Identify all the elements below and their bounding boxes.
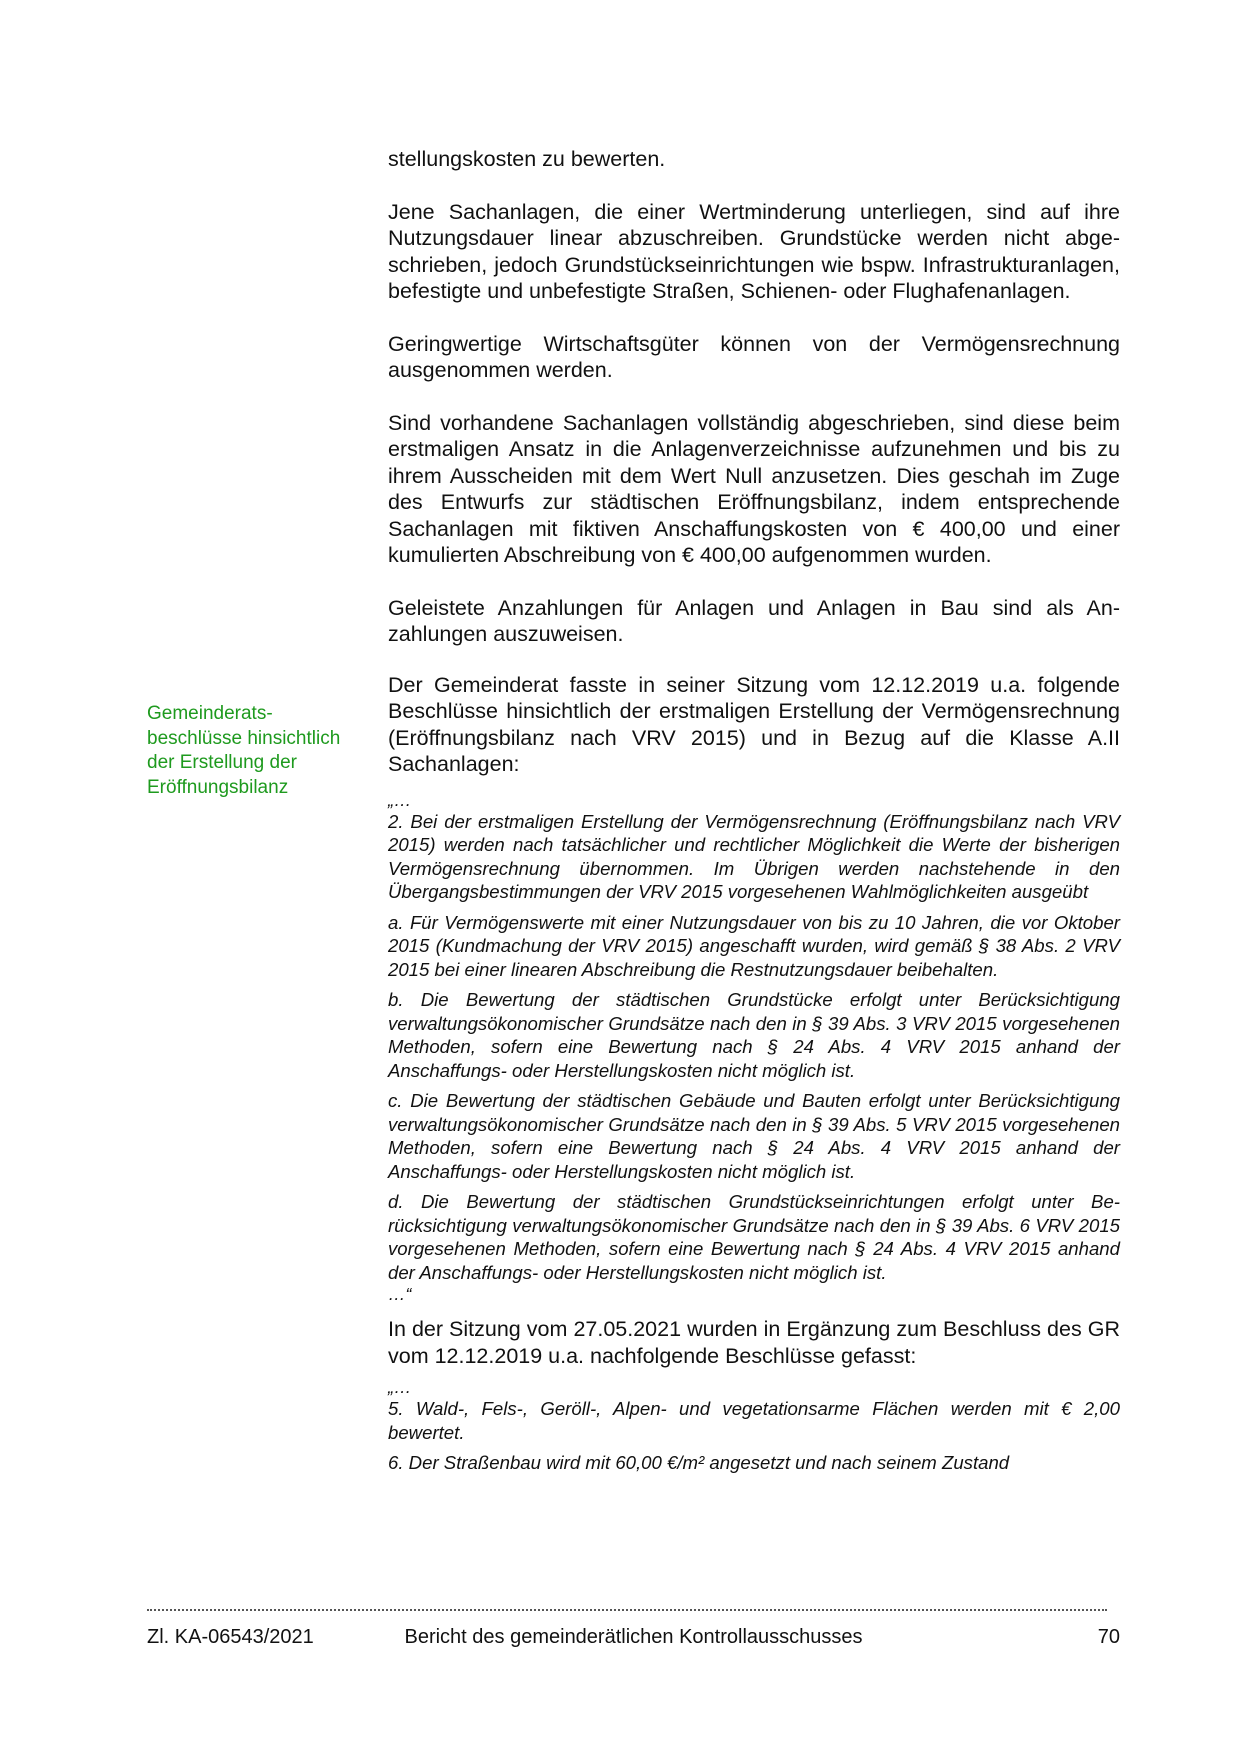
document-reference: Zl. KA-06543/2021	[147, 1626, 314, 1648]
margin-note-line: beschlüsse hinsichtlich	[147, 727, 341, 749]
margin-note-line: der Erstellung der	[147, 752, 297, 773]
paragraph: Der Gemeinderat fasste in seiner Sitzung vom 12.12.2019 u.a. folgende Beschlüsse hinsichtlich der erstmaligen Erstellung der Vermögensrechnung (Eröffnungsbilanz nach VRV 2015) und in Bezug auf die Klasse A.II Sachanlagen:	[388, 672, 1120, 776]
page-footer	[147, 1624, 1120, 1650]
paragraph: Geleistete Anzahlungen für Anlagen und Anlagen in Bau sind als Anzahlungen auszuweisen.	[388, 595, 1120, 646]
resolution-quote-2	[388, 1377, 1120, 1475]
footer-divider	[147, 1609, 1107, 1611]
resolution-quote-1	[388, 790, 1120, 1305]
page-number: 70	[1097, 1626, 1120, 1648]
paragraph: In der Sitzung vom 27.05.2021 wurden in Ergänzung zum Beschluss des GR vom 12.12.2019 u.a. nachfolgende Beschlüsse gefasst:	[388, 1317, 1120, 1368]
quoted-resolution-item: b. Die Bewertung der städtischen Grundstücke erfolgt unter Berücksichtigung verwaltungsökonomischer Grundsätze nach den in § 39 Abs. 3 VRV 2015 vorgesehenen Methoden, sofern eine Bewertung nach § 24 Abs. 4 VRV 2015 anhand der Anschaffungs- oder Herstellungskosten nicht möglich ist.	[388, 989, 1120, 1081]
quoted-resolution-item: 2. Bei der erstmaligen Erstellung der Vermögensrechnung (Eröffnungsbilanz nach VRV 2015) werden nach tatsächlicher und rechtlicher Möglichkeit die Werte der bisherigen Vermögensrechnung übernommen. Im Übrigen werden nachstehende in den Übergangsbestimmungen der VRV 2015 vorgesehenen Wahlmöglichkeiten ausgeübt	[388, 810, 1120, 902]
margin-note	[147, 702, 377, 800]
quoted-resolution-item: a. Für Vermögenswerte mit einer Nutzungsdauer von bis zu 10 Jahren, die vor Oktober 2015 (Kundmachung der VRV 2015) angeschafft wurden, wird gemäß § 38 Abs. 2 VRV 2015 bei einer linearen Abschreibung die Restnutzungsdauer beibehalten.	[388, 911, 1120, 980]
quote-close-mark: …“	[388, 1284, 412, 1304]
quote-open-mark: „…	[388, 1377, 412, 1397]
quoted-resolution-item: 5. Wald-, Fels-, Geröll-, Alpen- und vegetationsarme Flächen werden mit € 2,00 bewertet.	[388, 1398, 1120, 1443]
margin-note-line: Gemeinderats-	[147, 703, 273, 724]
paragraph: Jene Sachanlagen, die einer Wertminderung unterliegen, sind auf ihre Nutzungsdauer linear abzuschreiben. Grundstücke werden nicht abgeschrieben, jedoch Grundstückseinrichtungen wie bspw. Infrastrukturanlagen, befestigte und unbefestigte Straßen, Schienen- oder Flughafenanlagen.	[388, 199, 1120, 303]
paragraph: Geringwertige Wirtschaftsgüter können von der Vermögensrechnung ausgenommen werden.	[388, 331, 1120, 382]
quoted-resolution-item: d. Die Bewertung der städtischen Grundstückseinrichtungen erfolgt unter Berücksichtigung verwaltungsökonomischer Grundsätze nach den in § 39 Abs. 6 VRV 2015 vorgesehenen Methoden, sofern eine Bewertung nach § 24 Abs. 4 VRV 2015 anhand der Anschaffungs- oder Herstellungskosten nicht möglich ist.	[388, 1191, 1120, 1283]
paragraph: stellungskosten zu bewerten.	[388, 147, 666, 171]
report-title: Bericht des gemeinderätlichen Kontrollausschusses	[404, 1626, 863, 1648]
paragraph: Sind vorhandene Sachanlagen vollständig abgeschrieben, sind diese beim erstmaligen Ansatz in die Anlagenverzeichnisse aufzunehmen und bis zu ihrem Ausscheiden mit dem Wert Null anzusetzen. Dies geschah im Zuge des Entwurfs zur städtischen Eröffnungsbilanz, indem entsprechende Sachanlagen mit fiktiven Anschaffungskosten von € 400,00 und einer kumulierten Abschreibung von € 400,00 aufgenommen wurden.	[388, 410, 1120, 567]
main-text-column	[388, 146, 1120, 1482]
quoted-resolution-item: 6. Der Straßenbau wird mit 60,00 €/m² angesetzt und nach seinem Zustand	[388, 1452, 1010, 1473]
margin-note-line: Eröffnungsbilanz	[147, 776, 289, 798]
quote-open-mark: „…	[388, 789, 412, 810]
quoted-resolution-item: c. Die Bewertung der städtischen Gebäude und Bauten erfolgt unter Berücksichtigung verwaltungsökonomischer Grundsätze nach den in § 39 Abs. 5 VRV 2015 vorgesehenen Methoden, sofern eine Bewertung nach § 24 Abs. 4 VRV 2015 anhand der Anschaffungs- oder Herstellungskosten nicht möglich ist.	[388, 1090, 1120, 1182]
